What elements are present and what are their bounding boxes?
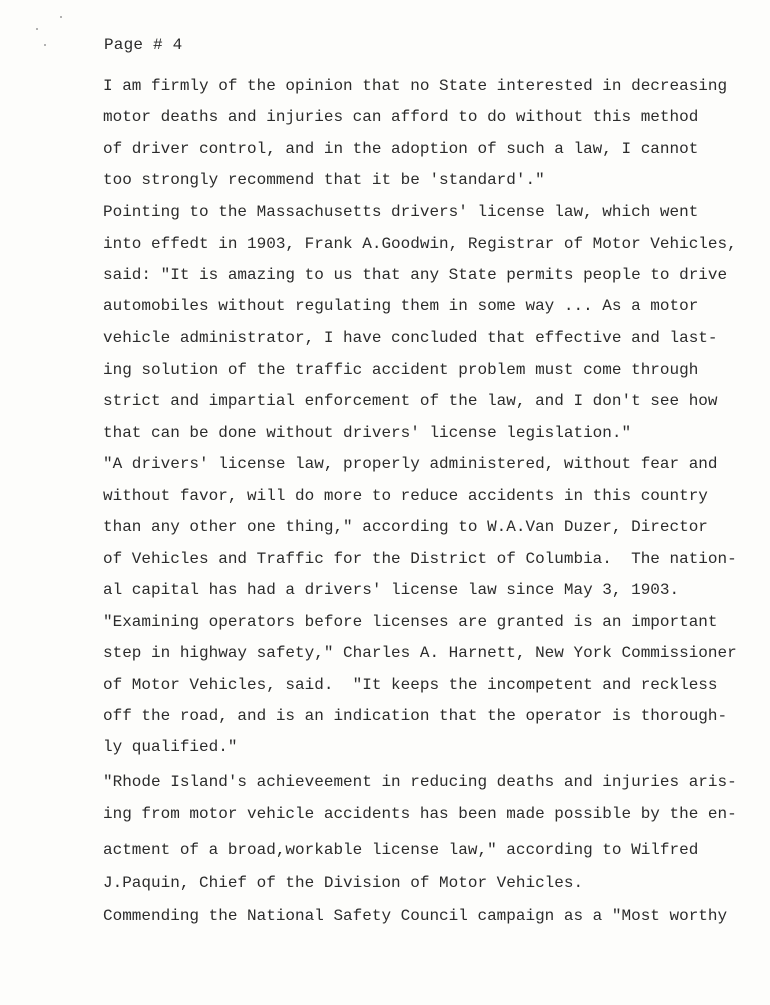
- text-line: too strongly recommend that it be 'standard'.": [103, 171, 545, 189]
- paper-speck: [36, 28, 38, 30]
- text-line: "A drivers' license law, properly administered, without fear and: [103, 455, 718, 473]
- text-line: I am firmly of the opinion that no State interested in decreasing: [103, 77, 728, 95]
- text-line: vehicle administrator, I have concluded that effective and last-: [103, 329, 718, 347]
- text-line: of Motor Vehicles, said. "It keeps the incompetent and reckless: [103, 676, 718, 694]
- text-line: said: "It is amazing to us that any State permits people to drive: [103, 266, 728, 284]
- text-line: "Rhode Island's achieveement in reducing deaths and injuries aris-: [103, 773, 737, 791]
- text-line: off the road, and is an indication that the operator is thorough-: [103, 707, 728, 725]
- text-line: "Examining operators before licenses are granted is an important: [103, 613, 718, 631]
- text-line: ing solution of the traffic accident problem must come through: [103, 361, 699, 379]
- text-line: that can be done without drivers' license legislation.": [103, 424, 632, 442]
- text-line: J.Paquin, Chief of the Division of Motor Vehicles.: [103, 874, 584, 892]
- text-line: than any other one thing," according to W.A.Van Duzer, Director: [103, 518, 708, 536]
- text-line: Pointing to the Massachusetts drivers' license law, which went: [103, 203, 699, 221]
- text-line: strict and impartial enforcement of the law, and I don't see how: [103, 392, 718, 410]
- text-line: actment of a broad,workable license law," according to Wilfred: [103, 841, 699, 859]
- text-line: ing from motor vehicle accidents has been made possible by the en-: [103, 805, 737, 823]
- text-line: into effedt in 1903, Frank A.Goodwin, Registrar of Motor Vehicles,: [103, 235, 737, 253]
- text-line: ly qualified.": [103, 738, 238, 756]
- text-line: automobiles without regulating them in some way ... As a motor: [103, 297, 699, 315]
- text-line: without favor, will do more to reduce accidents in this country: [103, 487, 708, 505]
- paper-speck: [60, 16, 62, 18]
- text-line: of driver control, and in the adoption of such a law, I cannot: [103, 140, 699, 158]
- text-line: al capital has had a drivers' license law since May 3, 1903.: [103, 581, 680, 599]
- text-line: motor deaths and injuries can afford to do without this method: [103, 108, 699, 126]
- text-line: Commending the National Safety Council campaign as a "Most worthy: [103, 907, 728, 925]
- paper-speck: [44, 44, 46, 46]
- text-line: of Vehicles and Traffic for the District of Columbia. The nation-: [103, 550, 737, 568]
- text-line: step in highway safety," Charles A. Harnett, New York Commissioner: [103, 644, 737, 662]
- page-number-header: Page # 4: [104, 36, 183, 54]
